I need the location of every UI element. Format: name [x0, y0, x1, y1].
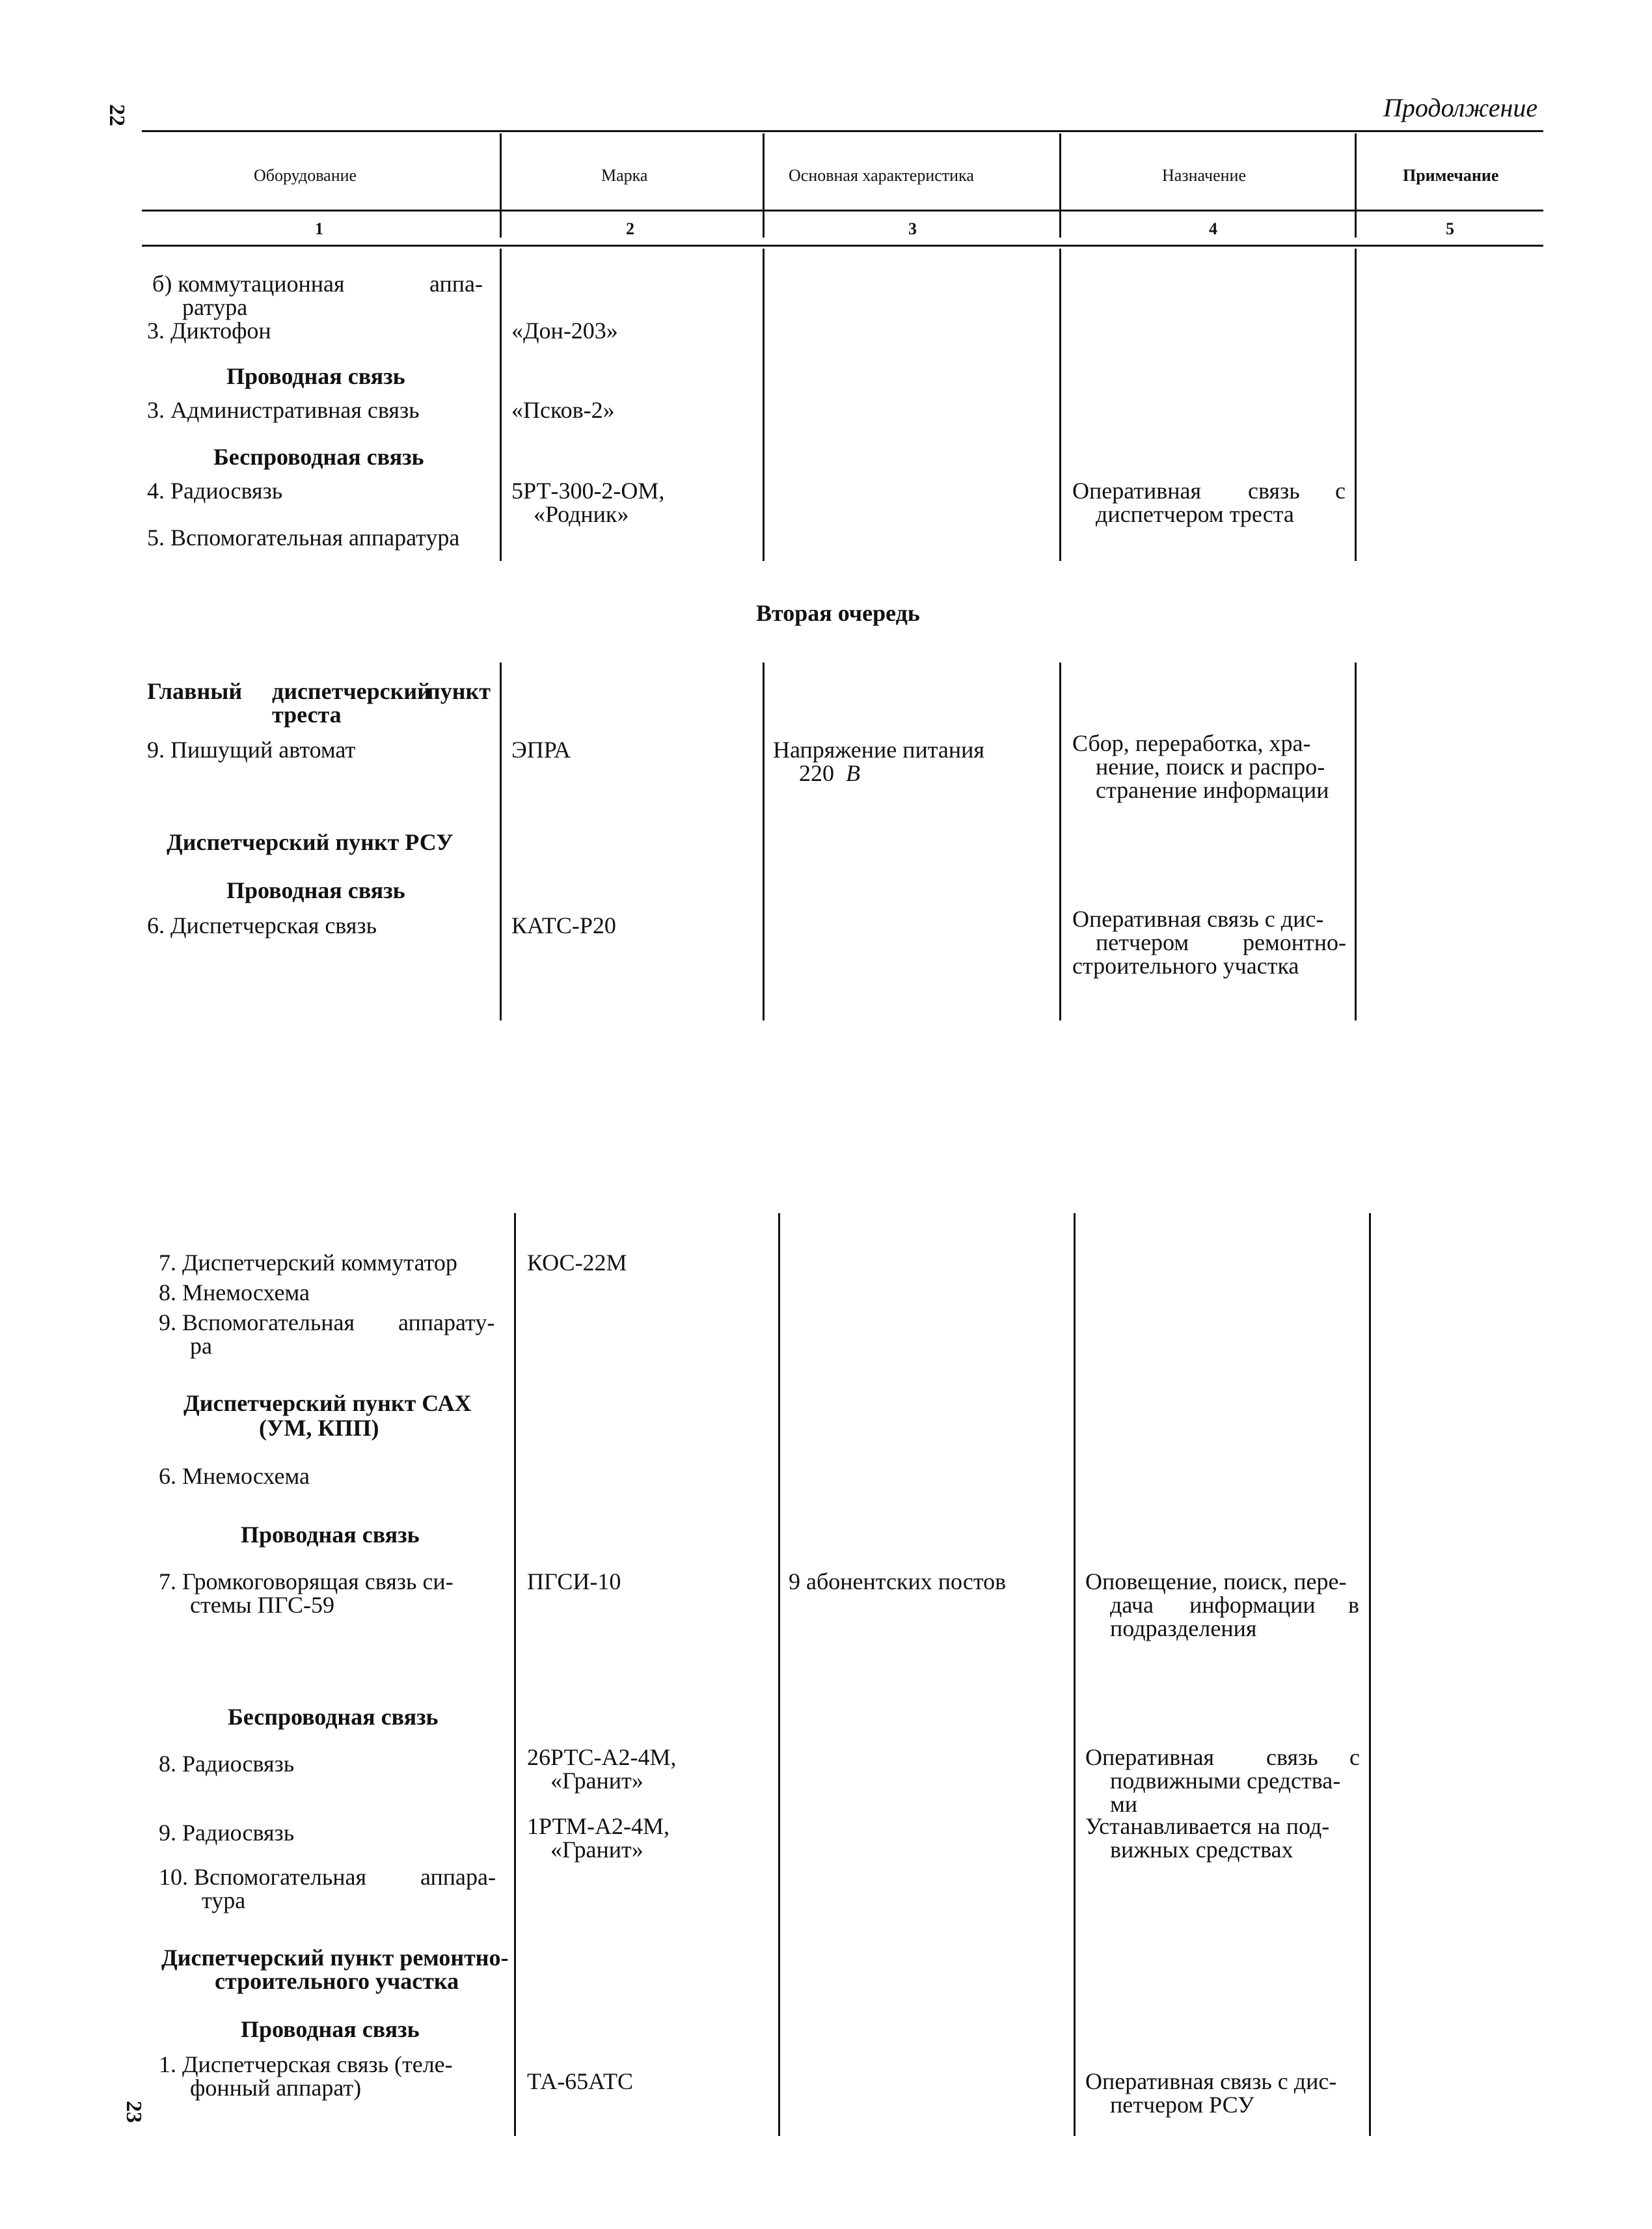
text: 10. Вспомогательная — [159, 1864, 367, 1890]
subheading-main: пункт — [427, 678, 491, 704]
text: 7. Диспетчерский коммутатор — [159, 1250, 457, 1276]
subheading-main: треста — [272, 702, 342, 728]
text: связь — [1266, 1744, 1318, 1770]
header-divider-4 — [1355, 133, 1357, 238]
subheading-wired: Проводная связь — [241, 1522, 420, 1548]
text: 9 абонентских постов — [789, 1568, 1007, 1594]
text: ПГСИ-10 — [527, 1568, 621, 1594]
text: в — [1348, 1592, 1359, 1618]
text: Оперативная — [1072, 478, 1202, 504]
text: аппара- — [420, 1864, 496, 1890]
header-divider-2 — [763, 133, 765, 238]
text: с — [1335, 478, 1346, 504]
text: 26РТС-А2-4М, — [527, 1744, 677, 1770]
block2-divider-2 — [763, 663, 765, 1020]
text: странение информации — [1096, 777, 1329, 803]
header-purpose: Назначение — [1162, 166, 1246, 185]
text: 1РТМ-А2-4М, — [527, 1813, 670, 1839]
text: петчером РСУ — [1110, 2092, 1254, 2118]
text: нение, поиск и распро- — [1096, 754, 1325, 780]
block2-divider-4 — [1355, 663, 1357, 1020]
block3-divider-3 — [1074, 1213, 1076, 2136]
text: 9. Пишущий автомат — [147, 737, 356, 763]
header-note: Примечание — [1403, 166, 1499, 185]
text: ЭПРА — [511, 737, 571, 763]
subheading-sah: Диспетчерский пункт САХ — [183, 1390, 472, 1416]
text: диспетчером треста — [1096, 501, 1294, 527]
subheading-wireless: Беспроводная связь — [213, 444, 424, 470]
subheading-main: диспетчерский — [272, 678, 431, 704]
colnum-1: 1 — [315, 219, 323, 238]
colnum-4: 4 — [1209, 219, 1217, 238]
text: 8. Мнемосхема — [159, 1279, 310, 1306]
text: тура — [202, 1887, 246, 1913]
text: Оповещение, поиск, пере- — [1085, 1568, 1347, 1594]
unit-volt: В — [846, 760, 860, 786]
text: КАТС-Р20 — [511, 912, 616, 938]
text: Оперативная связь с дис- — [1072, 906, 1324, 932]
column-numbers-rule — [142, 245, 1543, 247]
text: 6. Диспетчерская связь — [147, 912, 377, 938]
subheading-wired: Проводная связь — [226, 363, 405, 389]
page-number-top: 22 — [105, 104, 129, 126]
text: КОС-22М — [527, 1250, 627, 1276]
text: строительного участка — [1072, 953, 1299, 979]
text: аппа- — [429, 271, 483, 297]
text: 8. Радиосвязь — [159, 1751, 295, 1777]
text: 5. Вспомогательная аппаратура — [147, 525, 460, 551]
block3-divider-4 — [1369, 1213, 1371, 2136]
subheading-wired: Проводная связь — [241, 2016, 420, 2042]
text: связь — [1248, 478, 1300, 504]
subheading-rsu-section: строительного участка — [215, 1968, 459, 1994]
block2-divider-1 — [500, 663, 502, 1020]
text: ТА-65АТС — [527, 2068, 634, 2094]
text: с — [1349, 1744, 1360, 1770]
text: 5РТ-300-2-ОМ, — [511, 478, 665, 504]
text: дача — [1110, 1592, 1154, 1618]
subheading-main: Главный — [147, 678, 243, 704]
text: Сбор, переработка, хра- — [1072, 730, 1311, 756]
subheading-rsu: Диспетчерский пункт РСУ — [167, 829, 454, 855]
text: ратура — [182, 294, 248, 320]
colnum-5: 5 — [1446, 219, 1454, 238]
subheading-wired: Проводная связь — [226, 877, 405, 903]
text: стемы ПГС-59 — [190, 1592, 334, 1618]
text: 4. Радиосвязь — [147, 478, 283, 504]
text: «Гранит» — [550, 1768, 643, 1794]
text: 6. Мнемосхема — [159, 1463, 310, 1489]
text: фонный аппарат) — [190, 2075, 362, 2101]
text: 1. Диспетчерская связь (теле- — [159, 2051, 453, 2077]
block3-divider-2 — [778, 1213, 780, 2136]
page-number-bottom: 23 — [122, 2101, 146, 2123]
block1-divider-4 — [1355, 249, 1357, 561]
text: ремонтно- — [1243, 929, 1347, 955]
text: Напряжение питания — [773, 737, 984, 763]
header-divider-1 — [500, 133, 502, 238]
text: подразделения — [1110, 1615, 1257, 1641]
text: «Родник» — [534, 501, 629, 527]
block3-divider-1 — [514, 1213, 516, 2136]
text: ми — [1110, 1791, 1138, 1817]
text: 3. Диктофон — [147, 318, 271, 344]
colnum-2: 2 — [626, 219, 634, 238]
header-characteristic: Основная характеристика — [789, 166, 974, 185]
header-equipment: Оборудование — [254, 166, 357, 185]
text: 9. Радиосвязь — [159, 1820, 295, 1846]
text: Оперативная — [1085, 1744, 1215, 1770]
block1-divider-2 — [763, 249, 765, 561]
subheading-rsu-section: Диспетчерский пункт ремонтно- — [161, 1945, 509, 1971]
text: 220 — [799, 760, 834, 786]
header-divider-3 — [1059, 133, 1061, 238]
text: ра — [190, 1333, 212, 1359]
block1-divider-3 — [1059, 249, 1061, 561]
text: 3. Административная связь — [147, 397, 420, 423]
text: «Гранит» — [550, 1837, 643, 1863]
text: вижных средствах — [1110, 1837, 1293, 1863]
text: б) коммутационная — [152, 271, 345, 297]
text: Оперативная связь с дис- — [1085, 2068, 1337, 2094]
text: Устанавливается на под- — [1085, 1813, 1330, 1839]
header-rule — [142, 210, 1543, 212]
text: 9. Вспомогательная — [159, 1309, 355, 1335]
section-title: Вторая очередь — [756, 600, 920, 626]
colnum-3: 3 — [908, 219, 917, 238]
text: 7. Громкоговорящая связь си- — [159, 1568, 454, 1594]
block2-divider-3 — [1059, 663, 1061, 1020]
text: подвижными средства- — [1110, 1768, 1341, 1794]
text: «Дон-203» — [511, 318, 618, 344]
text: петчером — [1096, 929, 1189, 955]
text: информации — [1189, 1592, 1316, 1618]
text: «Псков-2» — [511, 397, 615, 423]
header-brand: Марка — [601, 166, 648, 185]
top-rule — [142, 130, 1543, 132]
text: аппарату- — [398, 1309, 495, 1335]
continuation-label: Продолжение — [1383, 93, 1538, 122]
block1-divider-1 — [500, 249, 502, 561]
subheading-sah: (УМ, КПП) — [259, 1415, 379, 1441]
subheading-wireless: Беспроводная связь — [228, 1704, 439, 1730]
